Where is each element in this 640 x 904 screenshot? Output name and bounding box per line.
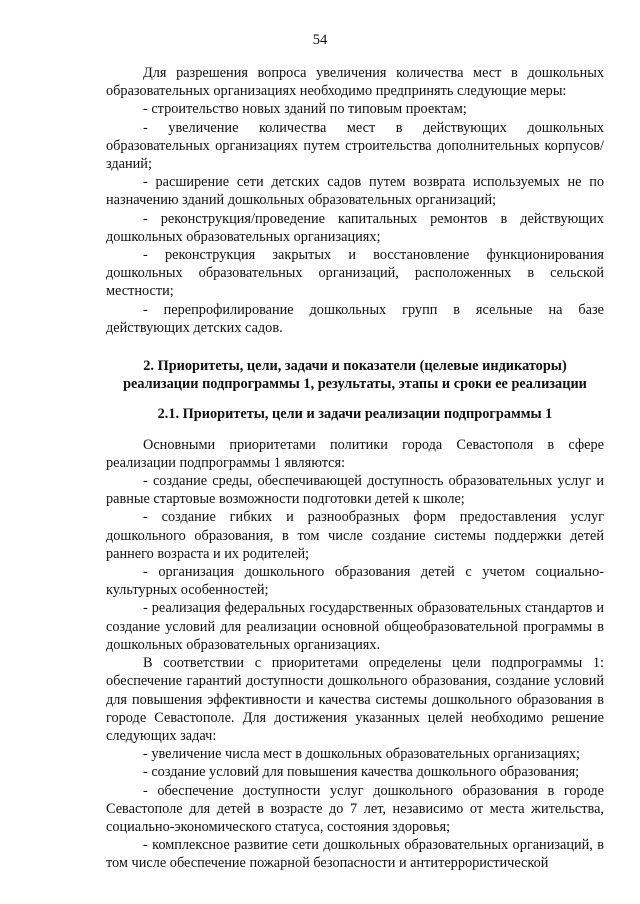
section-heading: 2. Приоритеты, цели, задачи и показатели (целевые индикаторы) реализации подпрограммы 1, результаты, этапы и сроки ее реализации bbox=[123, 358, 587, 393]
page-content bbox=[106, 64, 604, 873]
task-item: - увеличение числа мест в дошкольных образовательных организациях; bbox=[143, 746, 580, 763]
measure-item: - реконструкция/проведение капитальных ремонтов в действующих дошкольных образовательных организациях; bbox=[106, 210, 604, 245]
priority-item: - организация дошкольного образования детей с учетом социально-культурных особенностей; bbox=[106, 564, 604, 599]
measure-item: - расширение сети детских садов путем возврата используемых не по назначению зданий дошкольных образовательных организаций; bbox=[106, 174, 604, 209]
measure-item: - строительство новых зданий по типовым проектам; bbox=[143, 101, 467, 118]
measure-item: - увеличение количества мест в действующих дошкольных образовательных организациях путем строительства дополнительных корпусов/зданий; bbox=[106, 119, 604, 173]
priority-item: - создание среды, обеспечивающей доступность образовательных услуг и равные стартовые возможности подготовки детей к школе; bbox=[106, 473, 604, 508]
spacer bbox=[106, 337, 604, 357]
task-item: - обеспечение доступности услуг дошкольного образования в городе Севастополе для детей в возрасте до 7 лет, независимо от места жительства, социально-экономического статуса, состояния здоровья; bbox=[106, 782, 604, 835]
goals-paragraph: В соответствии с приоритетами определены цели подпрограммы 1: обеспечение гарантий доступности дошкольного образования, создание условий для повышения эффективности и качества системы дошкольного образования в городе Севастополе. Для достижения указанных целей необходимо решение следующих задач: bbox=[106, 655, 604, 744]
priority-item: - создание гибких и разнообразных форм предоставления услуг дошкольного образования, в том числе создание системы поддержки детей раннего возраста и их родителей; bbox=[106, 509, 604, 562]
priorities-intro-paragraph: Основными приоритетами политики города Севастополя в сфере реализации подпрограммы 1 являются: bbox=[106, 436, 604, 471]
task-item: - комплексное развитие сети дошкольных образовательных организаций, в том числе обеспечение пожарной безопасности и антитеррористической bbox=[106, 837, 604, 872]
spacer bbox=[106, 393, 604, 405]
measure-item: - перепрофилирование дошкольных групп в ясельные на базе действующих детских садов. bbox=[106, 301, 604, 336]
measure-item: - реконструкция закрытых и восстановление функционирования дошкольных образовательных организаций, расположенных в сельской местности; bbox=[106, 247, 604, 300]
spacer bbox=[106, 424, 604, 436]
intro-paragraph: Для разрешения вопроса увеличения количества мест в дошкольных образовательных организациях необходимо предпринять следующие меры: bbox=[106, 65, 604, 100]
page-number: 54 bbox=[312, 32, 328, 48]
task-item: - создание условий для повышения качества дошкольного образования; bbox=[143, 764, 580, 781]
priority-item: - реализация федеральных государственных образовательных стандартов и создание условий для реализации основной общеобразовательной программы в дошкольных образовательных организациях. bbox=[106, 600, 604, 653]
subsection-heading: 2.1. Приоритеты, цели и задачи реализации подпрограммы 1 bbox=[157, 406, 553, 423]
